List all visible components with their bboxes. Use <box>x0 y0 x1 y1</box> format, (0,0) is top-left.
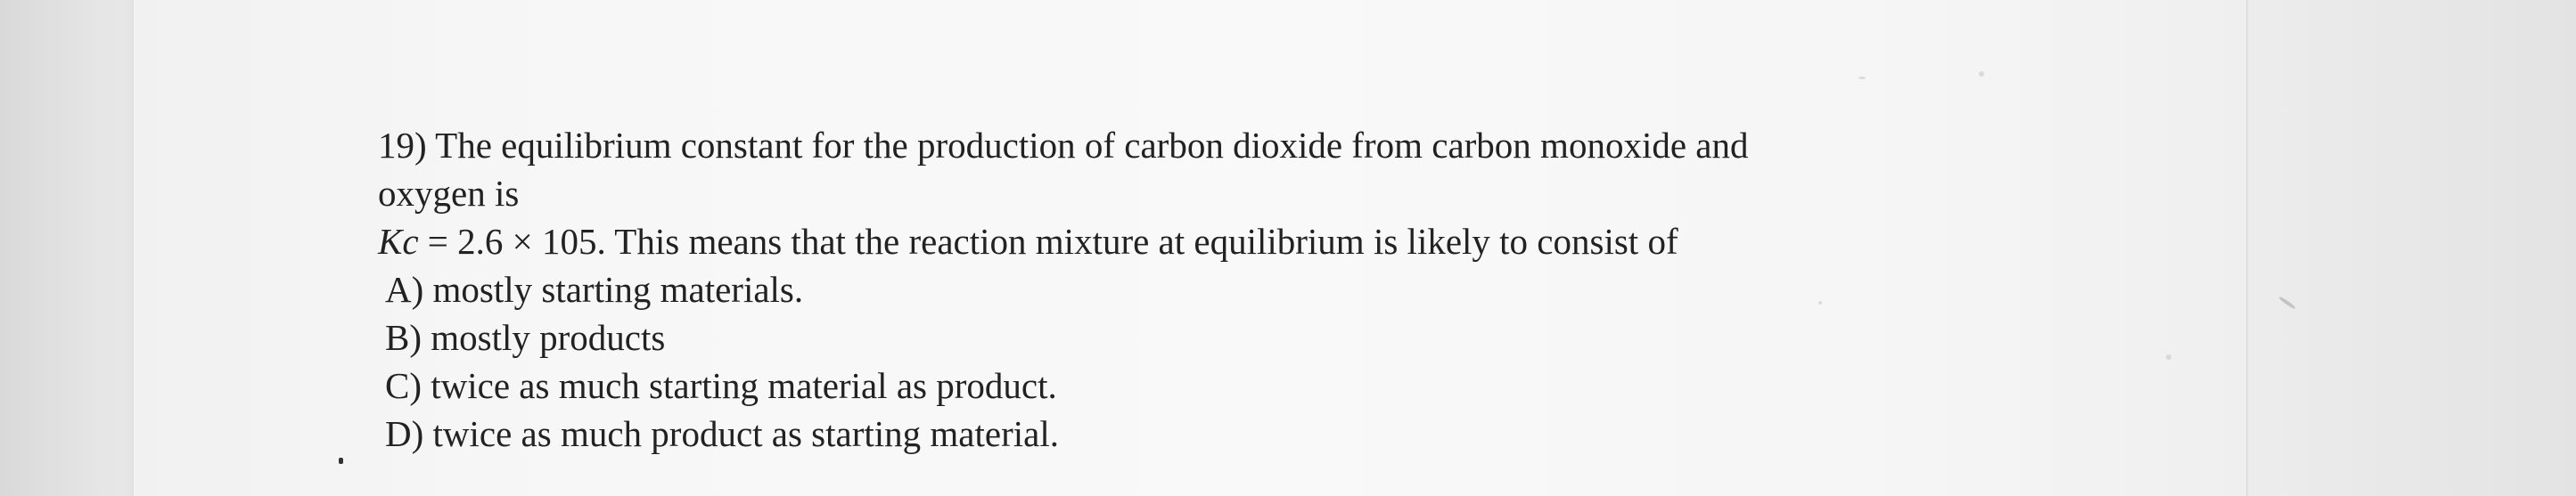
sheet-edge <box>2246 0 2249 496</box>
kc-statement: = 2.6 × 105. This means that the reaction mixture at equilibrium is likely to consist of <box>418 221 1678 262</box>
stray-mark <box>339 458 343 464</box>
choice-d: D) twice as much product as starting material. <box>385 413 1059 454</box>
choice-b: B) mostly products <box>385 317 666 358</box>
paper-smudge <box>1818 301 1822 305</box>
paper-smudge <box>1979 71 1984 77</box>
paper-smudge <box>2166 354 2171 360</box>
paper-smudge <box>1858 77 1866 79</box>
choice-a: A) mostly starting materials. <box>385 269 804 310</box>
paper-smudge <box>2278 296 2296 310</box>
answer-choices <box>385 265 1982 458</box>
question-stem-line-1: 19) The equilibrium constant for the production of carbon dioxide from carbon monoxide and <box>378 125 1749 166</box>
question-stem-line-2: oxygen is <box>378 173 520 214</box>
question-block <box>378 121 1982 458</box>
kc-symbol: Kc <box>378 221 419 262</box>
choice-c: C) twice as much starting material as product. <box>385 365 1057 406</box>
question-stem-line-3 <box>378 217 1982 265</box>
